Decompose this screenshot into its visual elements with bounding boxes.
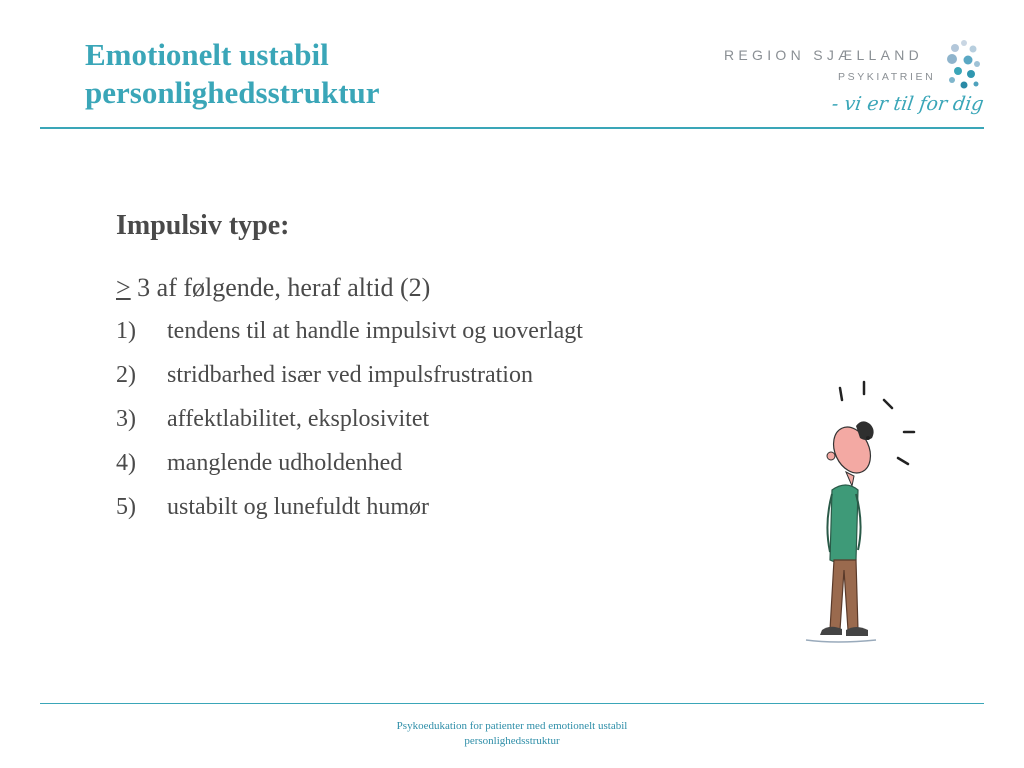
list-item-text: affektlabilitet, eksplosivitet (167, 406, 430, 432)
slide-title-line-1: Emotionelt ustabil (85, 37, 329, 72)
title-divider (40, 127, 984, 129)
greater-or-equal-symbol: > (116, 273, 131, 302)
section-heading: Impulsiv type: (116, 210, 290, 241)
head-icon (826, 421, 877, 479)
logo-unit-name: PSYKIATRIEN (838, 71, 936, 83)
criteria-text: 3 af følgende, heraf altid (2) (130, 273, 431, 302)
trousers-icon (830, 560, 858, 630)
list-item-text: stridbarhed især ved impulsfrustration (167, 362, 533, 388)
logo-dots-icon (946, 38, 982, 94)
list-item-text: ustabilt og lunefuldt humør (167, 494, 429, 520)
footer-line-1: Psykoedukation for patienter med emotionelt ustabil (396, 720, 628, 732)
slide-title (85, 36, 645, 112)
list-item-text: manglende udholdenhed (167, 450, 403, 476)
shirt-icon (830, 485, 858, 563)
criteria-line (116, 273, 430, 303)
list-item-number: 4) (116, 450, 136, 476)
region-sjaelland-logo (722, 38, 984, 128)
list-item-number: 3) (116, 406, 136, 432)
list-item-number: 1) (116, 318, 136, 344)
slide-footer (312, 719, 712, 749)
list-item-text: tendens til at handle impulsivt og uoverlagt (167, 318, 583, 344)
footer-divider (40, 703, 984, 704)
logo-region-name: REGION SJÆLLAND (724, 47, 924, 63)
logo-tagline: - vi er til for dig (830, 93, 986, 115)
surprised-man-illustration (796, 378, 926, 646)
list-item-number: 5) (116, 494, 136, 520)
slide-title-line-2: personlighedsstruktur (85, 75, 380, 110)
list-item-number: 2) (116, 362, 136, 388)
footer-line-2: personlighedsstruktur (464, 735, 560, 747)
